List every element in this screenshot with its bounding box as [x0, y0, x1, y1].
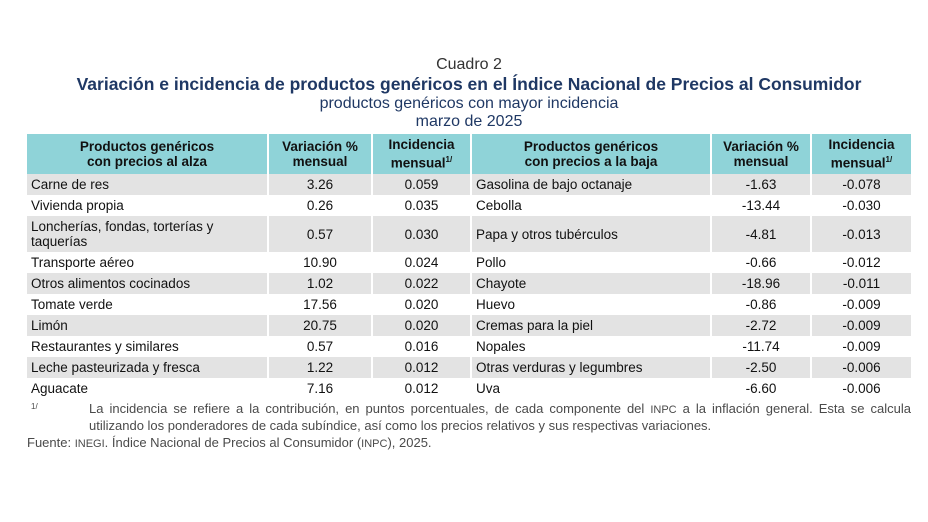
cell-down-variation: -1.63: [711, 174, 811, 195]
cell-down-product: Pollo: [471, 252, 711, 273]
table-subtitle: productos genéricos con mayor incidencia: [319, 95, 619, 112]
header-up-product: Productos genéricos con precios al alza: [27, 134, 268, 174]
source-line: [27, 434, 911, 453]
cell-up-variation: 17.56: [268, 294, 372, 315]
table-row: [27, 252, 911, 273]
cell-down-incidence: -0.009: [811, 294, 911, 315]
cell-down-incidence: -0.009: [811, 315, 911, 336]
table-row: [27, 273, 911, 294]
footnote-text-a: La incidencia se refiere a la contribución, en puntos porcentuales, de cada componente del: [89, 401, 651, 416]
cell-up-variation: 10.90: [268, 252, 372, 273]
cell-up-incidence: 0.012: [372, 357, 471, 378]
cell-up-incidence: 0.020: [372, 294, 471, 315]
source-abbr: INPC: [361, 438, 388, 450]
table-row: [27, 357, 911, 378]
cell-up-product: Loncherías, fondas, torterías y taquerías: [27, 216, 268, 252]
header-down-variation: Variación % mensual: [711, 134, 811, 174]
cell-up-product: Otros alimentos cocinados: [27, 273, 268, 294]
cell-down-variation: -13.44: [711, 195, 811, 216]
cell-up-variation: 0.57: [268, 336, 372, 357]
cell-down-incidence: -0.006: [811, 378, 911, 399]
cell-down-variation: -0.86: [711, 294, 811, 315]
cell-up-variation: 1.22: [268, 357, 372, 378]
cell-down-variation: -11.74: [711, 336, 811, 357]
cell-down-product: Chayote: [471, 273, 711, 294]
table-heading: [27, 56, 911, 131]
cell-up-variation: 3.26: [268, 174, 372, 195]
cell-up-variation: 1.02: [268, 273, 372, 294]
cell-down-incidence: -0.009: [811, 336, 911, 357]
source-text-a: . Índice Nacional de Precios al Consumidor (: [104, 435, 362, 450]
source-text-b: ), 2025.: [387, 435, 432, 450]
document-page: [27, 56, 911, 453]
cell-up-variation: 0.57: [268, 216, 372, 252]
header-up-incidence: Incidencia mensual$^{1/}$: [372, 134, 471, 174]
cell-down-product: Cremas para la piel: [471, 315, 711, 336]
table-title: Variación e incidencia de productos genéricos en el Índice Nacional de Precios al Consumidor: [76, 74, 862, 94]
cell-down-product: Papa y otros tubérculos: [471, 216, 711, 252]
header-down-incidence: Incidencia mensual$^{1/}$: [811, 134, 911, 174]
cell-down-variation: -4.81: [711, 216, 811, 252]
cell-down-incidence: -0.030: [811, 195, 911, 216]
source-prefix: Fuente:: [27, 435, 75, 450]
cell-down-incidence: -0.013: [811, 216, 911, 252]
table-row: [27, 294, 911, 315]
table-header-row: [27, 134, 911, 174]
footnote-ref: 1/: [445, 155, 453, 165]
footnote: [27, 401, 911, 434]
table-row: [27, 216, 911, 252]
cell-up-incidence: 0.020: [372, 315, 471, 336]
cell-down-variation: -0.66: [711, 252, 811, 273]
cell-down-variation: -2.50: [711, 357, 811, 378]
table-row: [27, 174, 911, 195]
cell-down-product: Nopales: [471, 336, 711, 357]
cell-down-variation: -18.96: [711, 273, 811, 294]
cell-up-product: Tomate verde: [27, 294, 268, 315]
cell-down-incidence: -0.078: [811, 174, 911, 195]
cell-up-variation: 20.75: [268, 315, 372, 336]
cell-down-product: Huevo: [471, 294, 711, 315]
footnote-abbr: INPC: [650, 404, 677, 416]
cell-up-product: Limón: [27, 315, 268, 336]
footnote-mark: 1/: [31, 402, 38, 411]
header-down-product: Productos genéricos con precios a la baja: [471, 134, 711, 174]
cell-down-product: Gasolina de bajo octanaje: [471, 174, 711, 195]
cell-up-incidence: 0.016: [372, 336, 471, 357]
cell-down-product: Uva: [471, 378, 711, 399]
table-row: [27, 315, 911, 336]
cell-down-incidence: -0.011: [811, 273, 911, 294]
cell-up-incidence: 0.030: [372, 216, 471, 252]
cell-up-incidence: 0.024: [372, 252, 471, 273]
footnote-text-b: a la inflación general. Esta se calcula utilizando los ponderadores de cada subíndice, así como los precios relativos y sus respectivas variaciones.: [89, 401, 911, 433]
cell-up-product: Carne de res: [27, 174, 268, 195]
cell-down-variation: -2.72: [711, 315, 811, 336]
footnote-ref: 1/: [885, 155, 893, 165]
cell-down-incidence: -0.012: [811, 252, 911, 273]
cell-up-product: Vivienda propia: [27, 195, 268, 216]
cell-up-product: Leche pasteurizada y fresca: [27, 357, 268, 378]
cell-up-incidence: 0.022: [372, 273, 471, 294]
cell-up-variation: 0.26: [268, 195, 372, 216]
incidence-table: [27, 134, 911, 399]
header-up-variation: Variación % mensual: [268, 134, 372, 174]
cell-up-product: Transporte aéreo: [27, 252, 268, 273]
table-label: Cuadro 2: [436, 56, 502, 73]
table-row: [27, 378, 911, 399]
cell-up-product: Aguacate: [27, 378, 268, 399]
table-body: [27, 174, 911, 399]
table-row: [27, 195, 911, 216]
cell-up-product: Restaurantes y similares: [27, 336, 268, 357]
cell-up-variation: 7.16: [268, 378, 372, 399]
cell-down-product: Otras verduras y legumbres: [471, 357, 711, 378]
cell-up-incidence: 0.012: [372, 378, 471, 399]
table-date: marzo de 2025: [415, 113, 523, 130]
table-row: [27, 336, 911, 357]
cell-up-incidence: 0.059: [372, 174, 471, 195]
cell-down-variation: -6.60: [711, 378, 811, 399]
cell-down-product: Cebolla: [471, 195, 711, 216]
cell-down-incidence: -0.006: [811, 357, 911, 378]
cell-up-incidence: 0.035: [372, 195, 471, 216]
source-org: INEGI: [74, 438, 105, 450]
